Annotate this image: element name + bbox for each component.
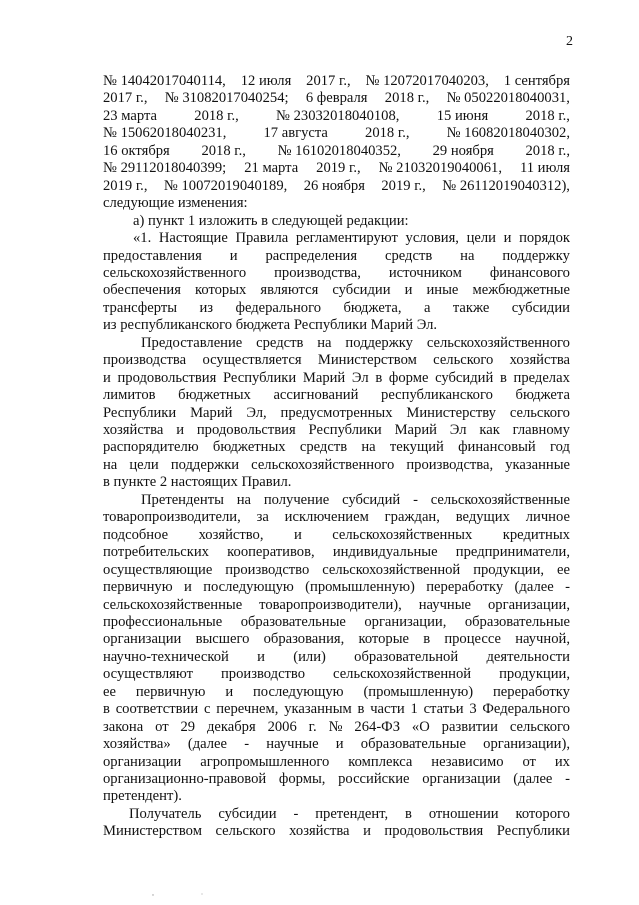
word: исключением — [284, 509, 369, 526]
word: 12 июля — [240, 73, 292, 89]
text-line — [133, 213, 570, 230]
word: трансферты — [103, 299, 178, 316]
word: ассигнований — [273, 387, 359, 404]
word: Республики — [496, 823, 570, 840]
word: претендент, — [315, 805, 389, 822]
word: 2018 г., — [201, 142, 246, 159]
word: (далее — [514, 579, 554, 596]
word: в — [103, 474, 110, 491]
word: последующую — [253, 683, 344, 700]
word: в — [423, 631, 431, 648]
word: организации), — [483, 736, 570, 753]
word: личное — [525, 509, 570, 526]
word: Федерального — [482, 701, 570, 718]
word: Марий — [394, 422, 437, 438]
word: закона — [103, 718, 144, 735]
text-line — [103, 527, 570, 544]
text-line — [133, 230, 570, 247]
text-line — [103, 108, 570, 125]
word: бюджетных — [212, 439, 286, 456]
word: осуществляется — [202, 352, 302, 369]
word: год — [550, 439, 570, 456]
word: организации — [103, 631, 182, 648]
word: 29 — [180, 718, 196, 735]
word: их — [554, 753, 570, 770]
text-line — [103, 474, 570, 491]
word: сельскохозяйственные — [103, 596, 243, 613]
word: предоставления — [103, 247, 202, 264]
word: (или) — [293, 648, 326, 665]
word: Республики — [103, 404, 177, 421]
word: № 14042017040114, — [103, 73, 226, 89]
word: 6 февраля — [305, 90, 368, 107]
word: Республики — [222, 369, 297, 386]
word: образовательной — [354, 648, 459, 665]
word: последующую — [203, 579, 294, 596]
word: и — [225, 683, 234, 700]
word: и — [184, 579, 192, 596]
word: поддержки — [170, 456, 240, 473]
word: Получатель — [129, 805, 202, 822]
text-line — [103, 143, 570, 160]
word: в — [375, 369, 383, 386]
word: сельского — [509, 718, 570, 735]
text-line — [103, 684, 570, 701]
word: цели — [466, 230, 496, 247]
word: профессиональные — [103, 613, 223, 630]
word: первичную — [103, 579, 173, 596]
word: подсобное — [103, 526, 169, 543]
word: предусмотренных — [280, 404, 393, 421]
word: ее — [557, 561, 570, 578]
word: Эл, — [246, 404, 267, 421]
text-line — [103, 265, 570, 282]
text-line — [103, 562, 570, 579]
word: формы, — [278, 771, 326, 787]
word: от — [522, 753, 536, 770]
word: республиканского — [381, 387, 493, 404]
word: порядок — [519, 230, 570, 247]
word: обеспечения — [103, 282, 181, 299]
word: настоящих — [170, 474, 238, 491]
word: 2019 г., — [381, 177, 426, 194]
text-line — [103, 597, 570, 614]
word: Эл — [449, 422, 467, 438]
word: высшего — [195, 631, 250, 648]
text-line — [103, 178, 570, 195]
word: ее — [103, 683, 116, 700]
text-line — [103, 457, 570, 474]
word: субсидии — [332, 282, 391, 299]
word: «1. — [133, 230, 152, 247]
word: Марий — [370, 317, 414, 334]
word: Эл — [351, 369, 369, 386]
word: субсидий — [435, 369, 494, 386]
word: форме — [388, 369, 429, 386]
word: сельскохозяйственные — [430, 491, 570, 508]
word: сельскохозяйственных — [332, 526, 473, 543]
word: перечнем, — [216, 701, 279, 718]
word: 2017 г., — [103, 90, 148, 107]
word: производство — [225, 561, 310, 578]
page-number: 2 — [566, 34, 573, 49]
word: (далее — [513, 771, 553, 787]
word: указанным — [284, 701, 352, 718]
word: продукции, — [473, 561, 545, 578]
word: сельскохозяйственного — [251, 456, 395, 473]
word: субсидии — [511, 299, 570, 316]
text-line — [103, 422, 570, 439]
word: Марий — [302, 369, 346, 386]
word: 2018 г., — [525, 107, 570, 124]
word: процессе — [444, 631, 501, 648]
word: первичную — [135, 683, 206, 700]
text-line — [103, 317, 570, 334]
word: № 23032018040108, — [276, 107, 400, 124]
word: образования, — [263, 631, 345, 648]
word: производство — [221, 666, 306, 683]
word: Претенденты — [141, 491, 224, 508]
word: 2018 г., — [384, 90, 430, 107]
word: научной, — [515, 631, 570, 648]
word: (промышленную) — [363, 683, 474, 700]
word: республиканского — [120, 317, 233, 334]
word: в — [405, 805, 412, 822]
word: - — [565, 771, 570, 787]
word: федерального — [235, 299, 321, 316]
word: условия, — [405, 230, 459, 247]
word: г. — [308, 718, 317, 735]
text-line — [103, 649, 570, 666]
word: сельского — [509, 404, 570, 421]
word: которые — [358, 631, 409, 648]
word: деятельности — [486, 648, 570, 665]
word: бюджета, — [343, 299, 402, 316]
word: 16 октября — [103, 142, 170, 159]
word: российские — [338, 771, 410, 787]
word: которого — [515, 805, 570, 822]
word: продовольствия — [384, 823, 484, 840]
word: хозяйства — [289, 823, 350, 840]
word: 2006 — [267, 718, 297, 735]
word: 2018 г., — [525, 142, 570, 159]
word: претендент). — [103, 788, 182, 805]
word: 2017 г., — [306, 73, 351, 89]
word: распределения — [265, 247, 358, 264]
word: и — [257, 648, 265, 665]
word: 2019 г., — [103, 177, 148, 194]
word: хозяйство, — [198, 526, 264, 543]
word: (промышленную) — [305, 579, 415, 596]
word: сельского — [433, 352, 494, 369]
word: в — [103, 701, 110, 718]
word: № 12072017040203, — [365, 73, 489, 89]
word: 1 сентября — [503, 73, 570, 89]
word: - — [293, 805, 299, 822]
word: производства — [103, 352, 187, 369]
word: 21 марта — [244, 160, 299, 177]
word: ведущих — [455, 509, 510, 526]
word: осуществляют — [103, 666, 193, 683]
word: предприниматели, — [455, 544, 570, 561]
text-line — [103, 631, 570, 648]
word: указанные — [505, 456, 570, 473]
word: соответствии — [115, 701, 199, 718]
text-line — [103, 666, 570, 683]
word: сельскохозяйственной — [333, 666, 472, 683]
word: № — [328, 718, 343, 735]
word: научные — [418, 596, 472, 613]
word: распорядителю — [103, 439, 199, 456]
word: и — [103, 369, 111, 386]
word: организации, — [487, 596, 570, 613]
word: Министерством — [103, 823, 202, 840]
word: производства, — [406, 456, 494, 473]
word: бюджета — [235, 317, 291, 334]
word: текущий — [389, 439, 444, 456]
text-line — [103, 125, 570, 142]
word: от — [155, 718, 169, 735]
word: сельскохозяйственного — [426, 334, 570, 351]
word: - — [244, 736, 250, 753]
word: получение — [263, 491, 330, 508]
word: 23 марта — [103, 107, 157, 124]
word: средств — [256, 334, 304, 351]
word: сельского — [215, 823, 276, 840]
word: научно-технической — [103, 648, 229, 665]
word: субсидии — [218, 805, 277, 822]
word: главному — [512, 422, 570, 438]
word: 2019 г., — [316, 160, 361, 177]
word: и — [335, 736, 344, 753]
word: и — [229, 247, 238, 264]
word: цели — [129, 456, 159, 473]
word: 2 — [159, 474, 168, 491]
word: продукции, — [499, 666, 570, 683]
word: на — [361, 439, 376, 456]
text-line — [103, 701, 570, 718]
word: субсидий — [342, 491, 401, 508]
word: агропромышленного — [200, 753, 330, 770]
word: № 26112019040312), — [442, 177, 570, 194]
word: в — [357, 701, 365, 718]
word: 11 июля — [519, 160, 570, 177]
word: пункте — [113, 474, 157, 491]
word: № 16102018040352, — [277, 142, 401, 159]
word: независимо — [431, 753, 504, 770]
word: а) пункт 1 изложить в следующей редакции: — [133, 212, 409, 229]
word: на — [236, 491, 251, 508]
text-line — [103, 282, 570, 299]
word: хозяйства — [509, 352, 570, 369]
text-line — [103, 579, 570, 596]
word: товаропроизводители), — [259, 596, 402, 613]
word: Эл. — [416, 317, 438, 334]
word: научные — [266, 736, 319, 753]
word: финансовый — [458, 439, 536, 456]
word: бюджета — [515, 387, 570, 404]
word: и — [404, 282, 413, 299]
word: продовольствия — [196, 422, 296, 438]
word: на — [460, 247, 475, 264]
word: и — [503, 230, 512, 247]
word: продовольствия — [117, 369, 217, 386]
word: декабря — [206, 718, 256, 735]
word: Республики — [293, 317, 368, 334]
word: 2018 г., — [194, 107, 239, 124]
word: Министерству — [406, 404, 496, 421]
word: которых — [195, 282, 247, 299]
text-line — [103, 405, 570, 422]
word: межбюджетные — [472, 282, 570, 299]
word: 26 ноября — [303, 177, 365, 194]
word: и — [176, 422, 185, 438]
word: переработку — [426, 579, 504, 596]
text-line — [103, 300, 570, 317]
word: следующие изменения: — [103, 195, 248, 212]
word: - — [565, 579, 570, 596]
word: № 05022018040031, — [446, 90, 570, 107]
text-line — [103, 160, 570, 177]
word: индивидуальные — [332, 544, 438, 561]
word: - — [413, 491, 418, 508]
word: развитии — [441, 718, 498, 735]
word: хозяйства — [103, 422, 164, 438]
word: 264-ФЗ — [354, 718, 401, 735]
word: 17 августа — [263, 125, 328, 142]
text-line — [103, 736, 570, 753]
word: поддержку — [502, 247, 570, 264]
word: № 31082017040254; — [164, 90, 289, 107]
word: организации, — [364, 613, 447, 630]
word: средств — [299, 439, 348, 456]
word: статьи — [423, 701, 464, 718]
word: 29 ноября — [432, 142, 494, 159]
text-line — [103, 788, 570, 805]
word: переработку — [493, 683, 570, 700]
word: из — [103, 317, 117, 334]
word: сельскохозяйственной — [322, 561, 461, 578]
word: пределах — [513, 369, 570, 386]
word: осуществляющие — [103, 561, 213, 578]
word: 2018 г., — [365, 125, 410, 142]
word: комплекса — [348, 753, 413, 770]
word: бюджетных — [178, 387, 251, 404]
text-line — [103, 614, 570, 631]
word: Предоставление — [141, 334, 243, 351]
word: части — [370, 701, 405, 718]
word: являются — [260, 282, 319, 299]
word: образовательные — [464, 613, 570, 630]
word: отношении — [428, 805, 499, 822]
word: № 10072019040189, — [163, 177, 288, 194]
word: «О — [411, 718, 430, 735]
word: Республики — [308, 422, 382, 438]
word: Министерством — [317, 352, 417, 369]
word: организации — [422, 771, 501, 787]
word: потребительских — [103, 544, 209, 561]
word: граждан, — [384, 509, 440, 526]
word: как — [479, 422, 500, 438]
word: товаропроизводители, — [103, 509, 241, 526]
word: на — [317, 334, 332, 351]
word: на — [103, 456, 118, 473]
word: Правила — [235, 230, 289, 247]
word: кредитных — [502, 526, 570, 543]
word: № 21032019040061, — [378, 160, 502, 177]
word: 15 июня — [436, 107, 489, 124]
text-line — [103, 823, 570, 840]
text-line — [103, 544, 570, 561]
word: № 16082018040302, — [446, 125, 570, 142]
word: поддержку — [345, 334, 413, 351]
word: производства, — [274, 264, 361, 281]
word: за — [256, 509, 269, 526]
text-line — [103, 248, 570, 265]
word: Марий — [190, 404, 233, 421]
word: организации — [103, 753, 182, 770]
word: Настоящие — [158, 230, 228, 247]
word: образовательные — [240, 613, 346, 630]
word: лимитов — [103, 387, 156, 404]
word: из — [199, 299, 214, 316]
word: иные — [426, 282, 459, 299]
word: сельскохозяйственного — [103, 264, 247, 281]
word: 1 — [410, 701, 418, 718]
word: финансового — [489, 264, 570, 281]
text-line — [103, 754, 570, 771]
word: организационно-правовой — [103, 771, 267, 787]
word: с — [203, 701, 211, 718]
word: средств — [385, 247, 433, 264]
word: и — [363, 823, 371, 840]
word: Правил. — [241, 474, 292, 491]
word: кооперативов, — [227, 544, 315, 561]
text-line — [141, 492, 570, 509]
text-line — [103, 370, 570, 387]
text-line — [103, 195, 570, 212]
word: № 29112018040399; — [103, 160, 227, 177]
word: образовательные — [360, 736, 466, 753]
scan-specks — [150, 892, 210, 898]
word: (далее — [187, 736, 227, 753]
text-line — [103, 439, 570, 456]
text-line — [103, 719, 570, 736]
text-line — [129, 806, 570, 823]
word: источником — [388, 264, 462, 281]
text-line — [103, 352, 570, 369]
word: хозяйства» — [103, 736, 171, 753]
word: в — [499, 369, 507, 386]
text-line — [141, 335, 570, 352]
word: и — [293, 526, 302, 543]
text-line — [103, 387, 570, 404]
text-line — [103, 73, 570, 90]
word: 3 — [469, 701, 477, 718]
word: а — [423, 299, 431, 316]
text-line — [103, 771, 570, 788]
word: № 15062018040231, — [103, 125, 227, 142]
word: регламентируют — [295, 230, 398, 247]
text-line — [103, 90, 570, 107]
text-line — [103, 509, 570, 526]
word: также — [452, 299, 490, 316]
